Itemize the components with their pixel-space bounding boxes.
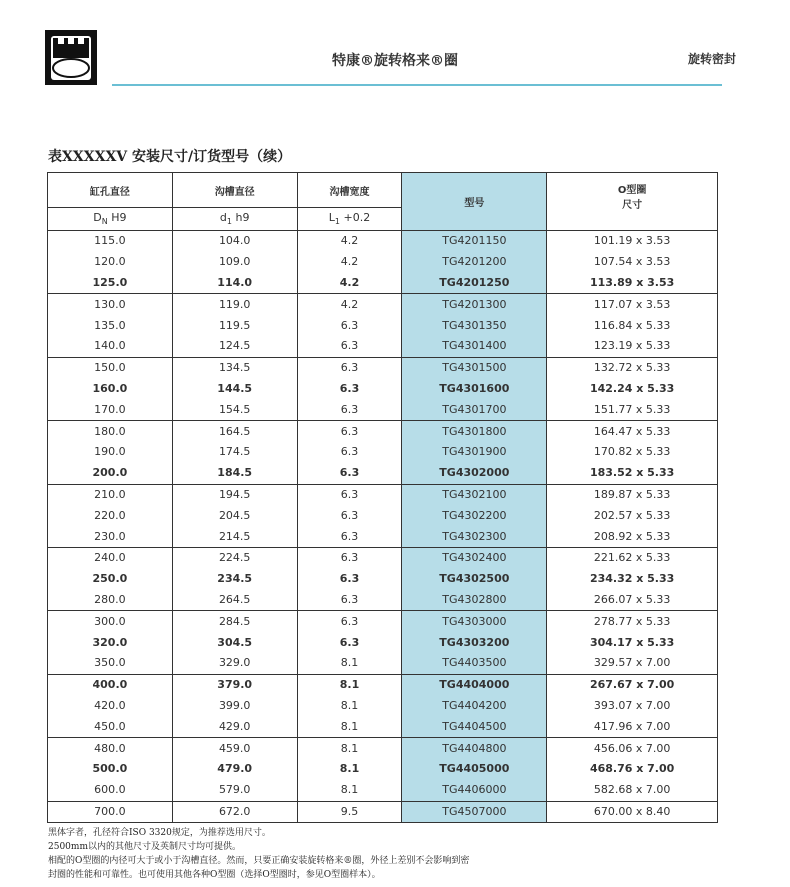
footnote-4: 封圈的性能和可靠性。也可使用其他各种O型圈（选择O型圈时，参见O型圈样本）。 [48, 870, 381, 880]
dimension-table [47, 172, 718, 823]
bore-diameter-cell: 450.0 [48, 716, 173, 737]
groove-width-cell: 8.1 [297, 674, 402, 695]
groove-width-cell: 6.3 [297, 315, 402, 336]
oring-size-cell: 208.92 x 5.33 [547, 526, 718, 547]
groove-width-cell: 6.3 [297, 336, 402, 357]
table-row [48, 547, 718, 568]
oring-size-cell: 116.84 x 5.33 [547, 315, 718, 336]
groove-width-cell: 6.3 [297, 379, 402, 400]
oring-size-cell: 582.68 x 7.00 [547, 780, 718, 801]
part-number-cell: TG4301700 [402, 399, 547, 420]
part-number-cell: TG4201200 [402, 252, 547, 273]
bore-diameter-cell: 125.0 [48, 273, 173, 294]
groove-diameter-cell: 579.0 [172, 780, 297, 801]
table-row [48, 696, 718, 717]
groove-width-cell: 6.3 [297, 463, 402, 484]
bore-diameter-cell: 600.0 [48, 780, 173, 801]
table-row [48, 273, 718, 294]
oring-size-cell: 468.76 x 7.00 [547, 759, 718, 780]
groove-diameter-cell: 124.5 [172, 336, 297, 357]
table-row [48, 231, 718, 252]
table-row [48, 674, 718, 695]
groove-diameter-cell: 429.0 [172, 716, 297, 737]
groove-width-cell: 8.1 [297, 759, 402, 780]
part-number-cell: TG4404500 [402, 716, 547, 737]
oring-size-cell: 393.07 x 7.00 [547, 696, 718, 717]
table-row [48, 315, 718, 336]
part-number-cell: TG4301900 [402, 442, 547, 463]
oring-size-cell: 456.06 x 7.00 [547, 738, 718, 759]
oring-size-cell: 164.47 x 5.33 [547, 421, 718, 442]
table-row [48, 421, 718, 442]
part-number-cell: TG4303000 [402, 611, 547, 632]
groove-diameter-cell: 184.5 [172, 463, 297, 484]
table-body [48, 231, 718, 823]
part-number-cell: TG4303200 [402, 632, 547, 653]
table-row [48, 611, 718, 632]
bore-diameter-cell: 160.0 [48, 379, 173, 400]
groove-width-cell: 6.3 [297, 526, 402, 547]
oring-size-cell: 267.67 x 7.00 [547, 674, 718, 695]
oring-size-cell: 670.00 x 8.40 [547, 801, 718, 823]
groove-width-cell: 8.1 [297, 738, 402, 759]
part-number-cell: TG4404800 [402, 738, 547, 759]
oring-size-cell: 183.52 x 5.33 [547, 463, 718, 484]
bore-diameter-cell: 240.0 [48, 547, 173, 568]
part-number-cell: TG4301350 [402, 315, 547, 336]
groove-diameter-cell: 174.5 [172, 442, 297, 463]
part-number-cell: TG4201150 [402, 231, 547, 252]
bore-diameter-cell: 320.0 [48, 632, 173, 653]
groove-width-cell: 6.3 [297, 484, 402, 505]
bore-diameter-cell: 500.0 [48, 759, 173, 780]
bore-diameter-cell: 280.0 [48, 590, 173, 611]
table-row [48, 653, 718, 674]
oring-size-cell: 123.19 x 5.33 [547, 336, 718, 357]
header-bore-diameter: 缸孔直径 [48, 173, 173, 208]
header-section-label: 旋转密封 [687, 52, 736, 66]
table-row [48, 801, 718, 823]
groove-width-cell: 6.3 [297, 442, 402, 463]
table-title: 表XXXXXV 安装尺寸/订货型号（续） [48, 149, 292, 165]
part-number-cell: TG4302200 [402, 505, 547, 526]
groove-diameter-cell: 154.5 [172, 399, 297, 420]
oring-size-cell: 417.96 x 7.00 [547, 716, 718, 737]
groove-diameter-cell: 164.5 [172, 421, 297, 442]
part-number-cell: TG4201250 [402, 273, 547, 294]
groove-diameter-cell: 104.0 [172, 231, 297, 252]
groove-width-cell: 4.2 [297, 273, 402, 294]
groove-diameter-cell: 459.0 [172, 738, 297, 759]
table-row [48, 379, 718, 400]
groove-diameter-cell: 304.5 [172, 632, 297, 653]
table-row [48, 780, 718, 801]
header-oring-size [547, 173, 718, 231]
header-groove-diameter-tolerance: $d_1$ h9 [172, 208, 297, 231]
groove-width-cell: 6.3 [297, 421, 402, 442]
groove-diameter-cell: 119.0 [172, 294, 297, 315]
footnote-3: 相配的O型圈的内径可大于或小于沟槽直径。然而，只要正确安装旋转格来®圈，外径上差别不会影响到密 [48, 856, 470, 866]
part-number-cell: TG4201300 [402, 294, 547, 315]
table-row [48, 294, 718, 315]
bore-diameter-cell: 210.0 [48, 484, 173, 505]
header-groove-diameter: 沟槽直径 [172, 173, 297, 208]
groove-width-cell: 4.2 [297, 294, 402, 315]
groove-diameter-cell: 234.5 [172, 569, 297, 590]
part-number-cell: TG4405000 [402, 759, 547, 780]
bore-diameter-cell: 190.0 [48, 442, 173, 463]
oring-size-cell: 189.87 x 5.33 [547, 484, 718, 505]
part-number-cell: TG4302000 [402, 463, 547, 484]
part-number-cell: TG4406000 [402, 780, 547, 801]
groove-diameter-cell: 672.0 [172, 801, 297, 823]
table-row [48, 738, 718, 759]
groove-diameter-cell: 109.0 [172, 252, 297, 273]
groove-diameter-cell: 114.0 [172, 273, 297, 294]
oring-size-cell: 151.77 x 5.33 [547, 399, 718, 420]
header-groove-width-tolerance: $L_1 +0.2$ [297, 208, 402, 231]
part-number-cell: TG4404200 [402, 696, 547, 717]
part-number-cell: TG4301600 [402, 379, 547, 400]
groove-width-cell: 6.3 [297, 399, 402, 420]
groove-diameter-cell: 284.5 [172, 611, 297, 632]
table-row [48, 526, 718, 547]
table-row [48, 399, 718, 420]
bore-diameter-cell: 700.0 [48, 801, 173, 823]
groove-diameter-cell: 214.5 [172, 526, 297, 547]
table-row [48, 463, 718, 484]
bore-diameter-cell: 420.0 [48, 696, 173, 717]
table-row [48, 716, 718, 737]
oring-size-cell: 101.19 x 3.53 [547, 231, 718, 252]
part-number-cell: TG4403500 [402, 653, 547, 674]
groove-diameter-cell: 399.0 [172, 696, 297, 717]
bore-diameter-cell: 350.0 [48, 653, 173, 674]
table-row [48, 357, 718, 378]
groove-width-cell: 8.1 [297, 716, 402, 737]
bore-diameter-cell: 400.0 [48, 674, 173, 695]
table-row [48, 252, 718, 273]
table-row [48, 336, 718, 357]
oring-size-cell: 304.17 x 5.33 [547, 632, 718, 653]
bore-diameter-cell: 170.0 [48, 399, 173, 420]
table-row [48, 759, 718, 780]
bore-diameter-cell: 180.0 [48, 421, 173, 442]
groove-diameter-cell: 264.5 [172, 590, 297, 611]
groove-width-cell: 6.3 [297, 569, 402, 590]
footnote-1: 黑体字者，孔径符合ISO 3320规定，为推荐选用尺寸。 [48, 828, 271, 838]
bore-diameter-cell: 135.0 [48, 315, 173, 336]
oring-size-cell: 113.89 x 3.53 [547, 273, 718, 294]
bore-diameter-cell: 120.0 [48, 252, 173, 273]
part-number-cell: TG4301500 [402, 357, 547, 378]
oring-size-cell: 132.72 x 5.33 [547, 357, 718, 378]
groove-width-cell: 4.2 [297, 231, 402, 252]
groove-diameter-cell: 134.5 [172, 357, 297, 378]
bore-diameter-cell: 230.0 [48, 526, 173, 547]
groove-width-cell: 6.3 [297, 505, 402, 526]
bore-diameter-cell: 200.0 [48, 463, 173, 484]
groove-diameter-cell: 379.0 [172, 674, 297, 695]
oring-size-cell: 202.57 x 5.33 [547, 505, 718, 526]
oring-size-cell: 278.77 x 5.33 [547, 611, 718, 632]
oring-size-cell: 117.07 x 3.53 [547, 294, 718, 315]
table-row [48, 442, 718, 463]
part-number-cell: TG4301400 [402, 336, 547, 357]
bore-diameter-cell: 140.0 [48, 336, 173, 357]
bore-diameter-cell: 115.0 [48, 231, 173, 252]
oring-size-cell: 266.07 x 5.33 [547, 590, 718, 611]
oring-size-cell: 170.82 x 5.33 [547, 442, 718, 463]
part-number-cell: TG4302100 [402, 484, 547, 505]
groove-diameter-cell: 119.5 [172, 315, 297, 336]
table-row [48, 505, 718, 526]
part-number-cell: TG4302800 [402, 590, 547, 611]
groove-diameter-cell: 329.0 [172, 653, 297, 674]
footnotes [48, 826, 738, 882]
bore-diameter-cell: 220.0 [48, 505, 173, 526]
table-row [48, 569, 718, 590]
groove-width-cell: 8.1 [297, 780, 402, 801]
groove-width-cell: 6.3 [297, 611, 402, 632]
table-row [48, 590, 718, 611]
groove-diameter-cell: 194.5 [172, 484, 297, 505]
part-number-cell: TG4302500 [402, 569, 547, 590]
groove-diameter-cell: 479.0 [172, 759, 297, 780]
groove-diameter-cell: 204.5 [172, 505, 297, 526]
groove-width-cell: 6.3 [297, 590, 402, 611]
oring-size-cell: 142.24 x 5.33 [547, 379, 718, 400]
part-number-cell: TG4404000 [402, 674, 547, 695]
groove-width-cell: 8.1 [297, 653, 402, 674]
oring-size-cell: 329.57 x 7.00 [547, 653, 718, 674]
bore-diameter-cell: 130.0 [48, 294, 173, 315]
groove-width-cell: 6.3 [297, 632, 402, 653]
oring-size-cell: 221.62 x 5.33 [547, 547, 718, 568]
bore-diameter-cell: 250.0 [48, 569, 173, 590]
groove-diameter-cell: 144.5 [172, 379, 297, 400]
header-divider [112, 84, 722, 86]
part-number-cell: TG4302400 [402, 547, 547, 568]
part-number-cell: TG4507000 [402, 801, 547, 823]
bore-diameter-cell: 480.0 [48, 738, 173, 759]
oring-size-cell: 107.54 x 3.53 [547, 252, 718, 273]
groove-width-cell: 9.5 [297, 801, 402, 823]
groove-width-cell: 8.1 [297, 696, 402, 717]
part-number-cell: TG4302300 [402, 526, 547, 547]
bore-diameter-cell: 150.0 [48, 357, 173, 378]
header-oring-size-label: O型圈 尺寸 [617, 185, 647, 211]
header-bore-tolerance: $D_N$ H9 [48, 208, 173, 231]
header-title: 特康®旋转格来®圈 [332, 53, 458, 69]
header-groove-width: 沟槽宽度 [297, 173, 402, 208]
part-number-cell: TG4301800 [402, 421, 547, 442]
groove-width-cell: 6.3 [297, 547, 402, 568]
table-row [48, 632, 718, 653]
bore-diameter-cell: 300.0 [48, 611, 173, 632]
groove-width-cell: 6.3 [297, 357, 402, 378]
oring-size-cell: 234.32 x 5.33 [547, 569, 718, 590]
groove-diameter-cell: 224.5 [172, 547, 297, 568]
table-row [48, 484, 718, 505]
groove-width-cell: 4.2 [297, 252, 402, 273]
header-part-number: 型号 [402, 173, 547, 231]
footnote-2: 2500mm以内的其他尺寸及英制尺寸均可提供。 [48, 842, 241, 852]
